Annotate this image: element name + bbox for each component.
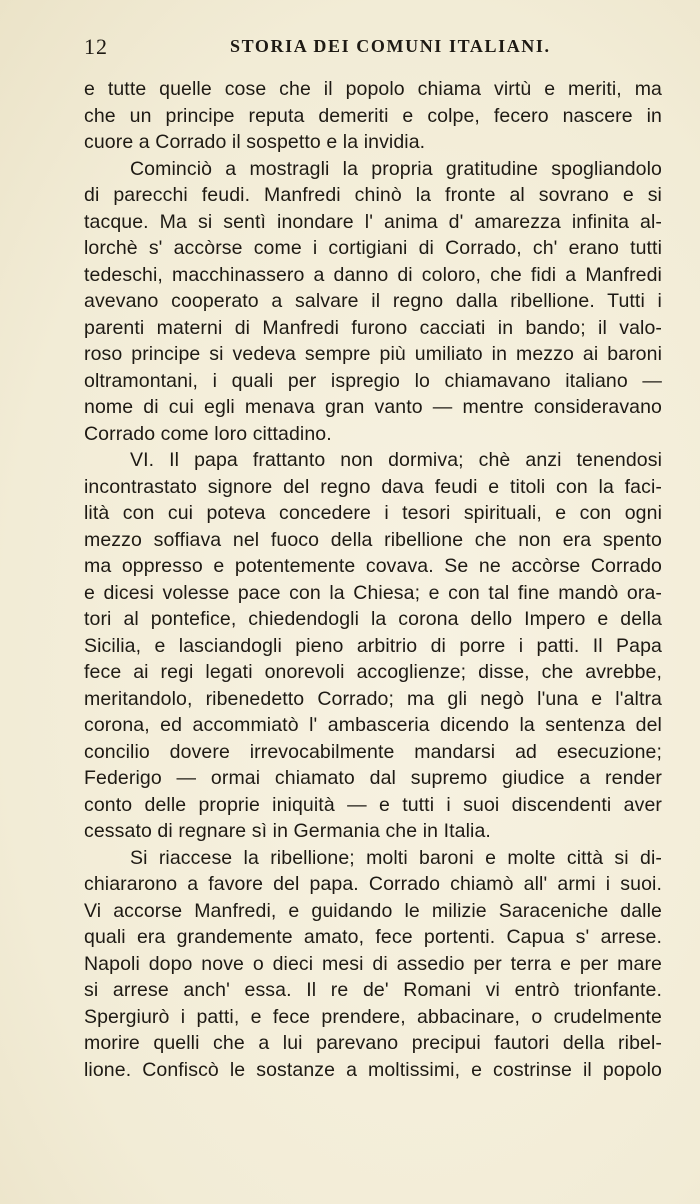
text-line: cuore a Corrado il sospetto e la invidia. bbox=[84, 131, 426, 153]
text-line: VI. Il papa frattanto non dormiva; chè anzi tenendosi bbox=[130, 449, 662, 471]
text-line: chiararono a favore del papa. Corrado chiamò all' armi i suoi. bbox=[84, 873, 662, 895]
text-line: tori al pontefice, chiedendogli la corona dello Impero e della bbox=[84, 608, 662, 630]
text-line: Corrado come loro cittadino. bbox=[84, 422, 332, 445]
text-line: oltramontani, i quali per ispregio lo chiamavano italiano — bbox=[84, 369, 662, 392]
text-line: Sicilia, e lasciandogli pieno arbitrio di porre i patti. Il Papa bbox=[84, 634, 662, 657]
paragraph-4 bbox=[84, 845, 662, 1084]
text-line: ma oppresso e potentemente covava. Se ne accòrse Corrado bbox=[84, 555, 662, 577]
text-line: quali era grandemente amato, fece portenti. Capua s' arrese. bbox=[84, 926, 662, 948]
text-line: e dicesi volesse pace con la Chiesa; e con tal fine mandò ora- bbox=[84, 581, 662, 604]
text-line: morire quelli che a lui parevano precipui fautori della ribel- bbox=[84, 1032, 662, 1054]
text-line: cessato di regnare sì in Germania che in Italia. bbox=[84, 820, 491, 842]
text-line: lione. Confiscò le sostanze a moltissimi, e costrinse il popolo bbox=[84, 1058, 662, 1081]
page-number: 12 bbox=[84, 34, 108, 59]
text-line: Federigo — ormai chiamato dal supremo giudice a render bbox=[84, 767, 662, 789]
paragraph-3 bbox=[84, 447, 662, 845]
text-line: tedeschi, macchinassero a danno di coloro, che fidi a Manfredi bbox=[84, 263, 662, 286]
text-line: fece ai regi legati onorevoli accoglienze; disse, che avrebbe, bbox=[84, 661, 662, 683]
text-line: conto delle proprie iniquità — e tutti i suoi discendenti aver bbox=[84, 793, 662, 816]
text-line: parenti materni di Manfredi furono cacciati in bando; il valo- bbox=[84, 316, 662, 339]
text-line: Napoli dopo nove o dieci mesi di assedio per terra e per mare bbox=[84, 952, 662, 975]
text-line: concilio dovere irrevocabilmente mandarsi ad esecuzione; bbox=[84, 740, 662, 763]
running-head bbox=[84, 34, 662, 64]
running-title: STORIA DEI COMUNI ITALIANI. bbox=[230, 36, 551, 56]
text-line: incontrastato signore del regno dava feudi e titoli con la faci- bbox=[84, 475, 662, 498]
paragraph-2 bbox=[84, 156, 662, 448]
text-line: roso principe si vedeva sempre più umiliato in mezzo ai baroni bbox=[84, 343, 662, 365]
text-line: lità con cui poteva concedere i tesori spirituali, e con ogni bbox=[84, 502, 662, 524]
text-line: nome di cui egli menava gran vanto — mentre consideravano bbox=[84, 396, 662, 418]
paragraph-1 bbox=[84, 76, 662, 156]
text-line: corona, ed accommiatò l' ambasceria dicendo la sentenza del bbox=[84, 714, 662, 736]
text-line: meritandolo, ribenedetto Corrado; ma gli negò l'una e l'altra bbox=[84, 687, 662, 710]
body-text bbox=[84, 76, 662, 1083]
text-line: Cominciò a mostragli la propria gratitudine spogliandolo bbox=[130, 157, 662, 180]
text-line: tacque. Ma si sentì inondare l' anima d' amarezza infinita al- bbox=[84, 210, 662, 233]
text-line: avevano cooperato a salvare il regno dalla ribellione. Tutti i bbox=[84, 290, 662, 312]
text-line: si arrese anch' essa. Il re de' Romani vi entrò trionfante. bbox=[84, 979, 662, 1001]
text-line: Vi accorse Manfredi, e guidando le milizie Saraceniche dalle bbox=[84, 899, 662, 922]
text-line: mezzo soffiava nel fuoco della ribellione che non era spento bbox=[84, 528, 662, 551]
text-line: Si riaccese la ribellione; molti baroni e molte città si di- bbox=[130, 846, 662, 869]
text-line: che un principe reputa demeriti e colpe, fecero nascere in bbox=[84, 104, 662, 127]
text-line: e tutte quelle cose che il popolo chiama virtù e meriti, ma bbox=[84, 78, 662, 100]
text-line: lorchè s' accòrse come i cortigiani di Corrado, ch' erano tutti bbox=[84, 237, 662, 259]
text-line: Spergiurò i patti, e fece prendere, abbacinare, o crudelmente bbox=[84, 1005, 662, 1028]
text-line: di parecchi feudi. Manfredi chinò la fronte al sovrano e si bbox=[84, 184, 662, 206]
